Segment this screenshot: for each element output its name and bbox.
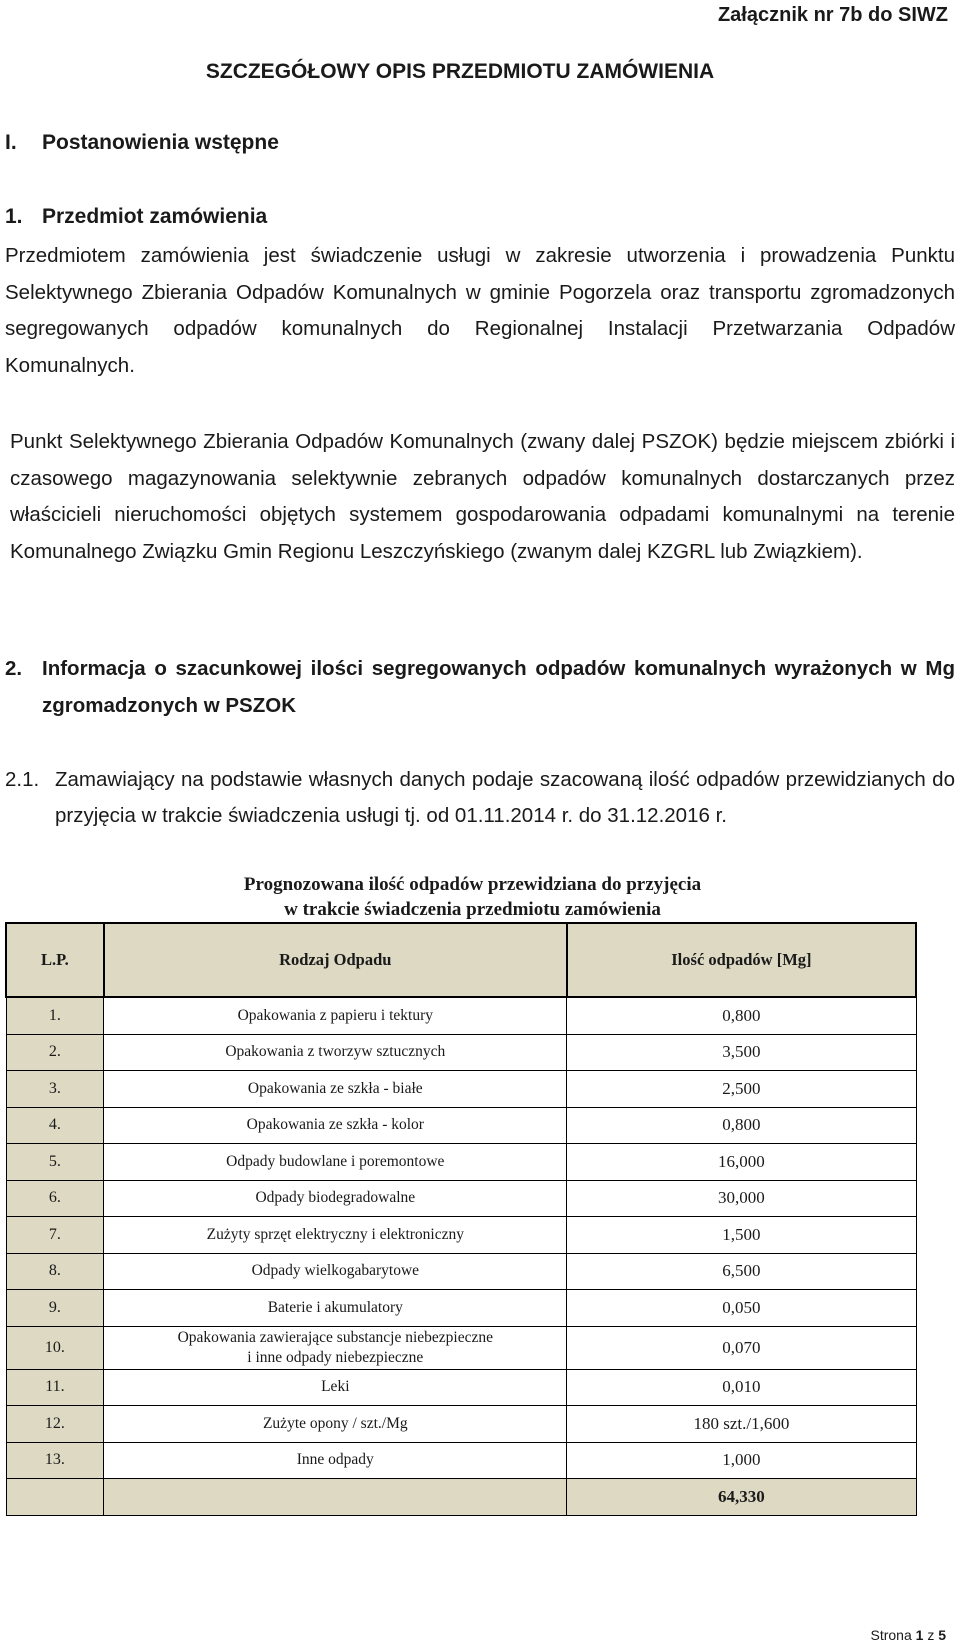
row-lp: 2. xyxy=(6,1034,104,1071)
row-quantity: 3,500 xyxy=(567,1034,916,1071)
table-row xyxy=(6,1326,916,1369)
header-quantity: Ilość odpadów [Mg] xyxy=(567,923,916,997)
subsection-heading-2 xyxy=(5,650,955,724)
subsection-heading-1 xyxy=(5,205,267,229)
row-quantity: 16,000 xyxy=(567,1144,916,1181)
row-quantity: 180 szt./1,600 xyxy=(567,1406,916,1443)
paragraph-subject: Przedmiotem zamówienia jest świadczenie usługi w zakresie utworzenia i prowadzenia Punktu Selektywnego Zbierania Odpadów Komunalnych w gminie Pogorzela oraz transportu zgromadzonych segregowanych odpadów komunalnych do Regionalnej Instalacji Przetwarzania Odpadów Komunalnych. xyxy=(5,244,955,377)
header-waste-type: Rodzaj Odpadu xyxy=(104,923,567,997)
document-title: SZCZEGÓŁOWY OPIS PRZEDMIOTU ZAMÓWIENIA xyxy=(205,60,715,83)
subsection-label: Przedmiot zamówienia xyxy=(42,205,268,228)
row-waste-type: Odpady budowlane i poremontowe xyxy=(104,1144,567,1181)
row-lp: 11. xyxy=(6,1369,104,1406)
table-row xyxy=(6,1071,916,1108)
row-waste-type xyxy=(104,1326,567,1369)
row-waste-type: Inne odpady xyxy=(104,1442,567,1479)
row-waste-type: Opakowania z tworzyw sztucznych xyxy=(104,1034,567,1071)
table-header-row xyxy=(6,923,916,997)
row-lp: 5. xyxy=(6,1144,104,1181)
row-lp: 7. xyxy=(6,1217,104,1254)
table-row xyxy=(6,1253,916,1290)
table-caption xyxy=(0,872,945,922)
point-number: 2.1. xyxy=(5,768,40,791)
page-footer xyxy=(870,1627,946,1643)
row-quantity: 0,070 xyxy=(567,1326,916,1369)
row-quantity: 1,500 xyxy=(567,1217,916,1254)
row-quantity: 0,050 xyxy=(567,1290,916,1327)
header-lp: L.P. xyxy=(6,923,104,997)
row-lp: 13. xyxy=(6,1442,104,1479)
table-row xyxy=(6,1442,916,1479)
row-lp: 8. xyxy=(6,1253,104,1290)
row-waste-type: Opakowania ze szkła - kolor xyxy=(104,1107,567,1144)
table-row xyxy=(6,1369,916,1406)
total-empty-cell xyxy=(104,1479,567,1516)
row-waste-type: Opakowania ze szkła - białe xyxy=(104,1071,567,1108)
page-total: 5 xyxy=(938,1627,946,1643)
waste-type-line: Opakowania zawierające substancje niebezpieczne xyxy=(177,1328,493,1346)
section-label: Postanowienia wstępne xyxy=(42,131,279,154)
total-empty-cell xyxy=(6,1479,104,1516)
waste-type-line: i inne odpady niebezpieczne xyxy=(247,1348,424,1366)
table-row xyxy=(6,1290,916,1327)
section-heading xyxy=(5,131,279,155)
table-row xyxy=(6,1034,916,1071)
row-quantity: 0,800 xyxy=(567,997,916,1034)
subsection-label: Informacja o szacunkowej ilości segregowanych odpadów komunalnych wyrażonych w Mg zgromadzonych w PSZOK xyxy=(42,657,955,717)
table-row xyxy=(6,1144,916,1181)
subsection-number: 1. xyxy=(5,205,23,228)
page-label: Strona xyxy=(870,1627,912,1643)
row-lp: 6. xyxy=(6,1180,104,1217)
annex-label: Załącznik nr 7b do SIWZ xyxy=(717,4,948,26)
table-row xyxy=(6,1406,916,1443)
row-lp: 1. xyxy=(6,997,104,1034)
table-row xyxy=(6,997,916,1034)
row-waste-type: Baterie i akumulatory xyxy=(104,1290,567,1327)
subsection-number: 2. xyxy=(5,657,23,680)
row-quantity: 30,000 xyxy=(567,1180,916,1217)
table-total-row xyxy=(6,1479,916,1516)
row-waste-type: Zużyty sprzęt elektryczny i elektroniczny xyxy=(104,1217,567,1254)
total-value: 64,330 xyxy=(567,1479,916,1516)
row-quantity: 2,500 xyxy=(567,1071,916,1108)
row-quantity: 6,500 xyxy=(567,1253,916,1290)
paragraph-pszok: Punkt Selektywnego Zbierania Odpadów Komunalnych (zwany dalej PSZOK) będzie miejscem zbiórki i czasowego magazynowania selektywnie zebranych odpadów komunalnych dostarczanych przez właścicieli nieruchomości objętych systemem gospodarowania odpadami komunalnymi na terenie Komunalnego Związku Gmin Regionu Leszczyńskiego (zwanym dalej KZGRL lub Związkiem). xyxy=(10,430,955,563)
waste-table xyxy=(5,922,917,1516)
section-number: I. xyxy=(5,131,17,154)
point-text: Zamawiający na podstawie własnych danych podaje szacowaną ilość odpadów przewidzianych do przyjęcia w trakcie świadczenia usługi tj. od 01.11.2014 r. do 31.12.2016 r. xyxy=(55,768,955,827)
page-number: 1 xyxy=(915,1627,924,1643)
table-row xyxy=(6,1217,916,1254)
table-caption-line: w trakcie świadczenia przedmiotu zamówienia xyxy=(284,899,661,920)
row-lp: 12. xyxy=(6,1406,104,1443)
row-lp: 4. xyxy=(6,1107,104,1144)
row-waste-type: Leki xyxy=(104,1369,567,1406)
row-waste-type: Opakowania z papieru i tektury xyxy=(104,997,567,1034)
row-waste-type: Odpady biodegradowalne xyxy=(104,1180,567,1217)
row-lp: 3. xyxy=(6,1071,104,1108)
row-waste-type: Zużyte opony / szt./Mg xyxy=(104,1406,567,1443)
table-row xyxy=(6,1107,916,1144)
row-lp: 9. xyxy=(6,1290,104,1327)
row-quantity: 0,010 xyxy=(567,1369,916,1406)
row-quantity: 0,800 xyxy=(567,1107,916,1144)
row-waste-type: Odpady wielkogabarytowe xyxy=(104,1253,567,1290)
table-caption-line: Prognozowana ilość odpadów przewidziana do przyjęcia xyxy=(243,874,702,895)
table-row xyxy=(6,1180,916,1217)
point-2-1 xyxy=(5,762,955,834)
page-separator: z xyxy=(927,1627,935,1643)
row-lp: 10. xyxy=(6,1326,104,1369)
row-quantity: 1,000 xyxy=(567,1442,916,1479)
